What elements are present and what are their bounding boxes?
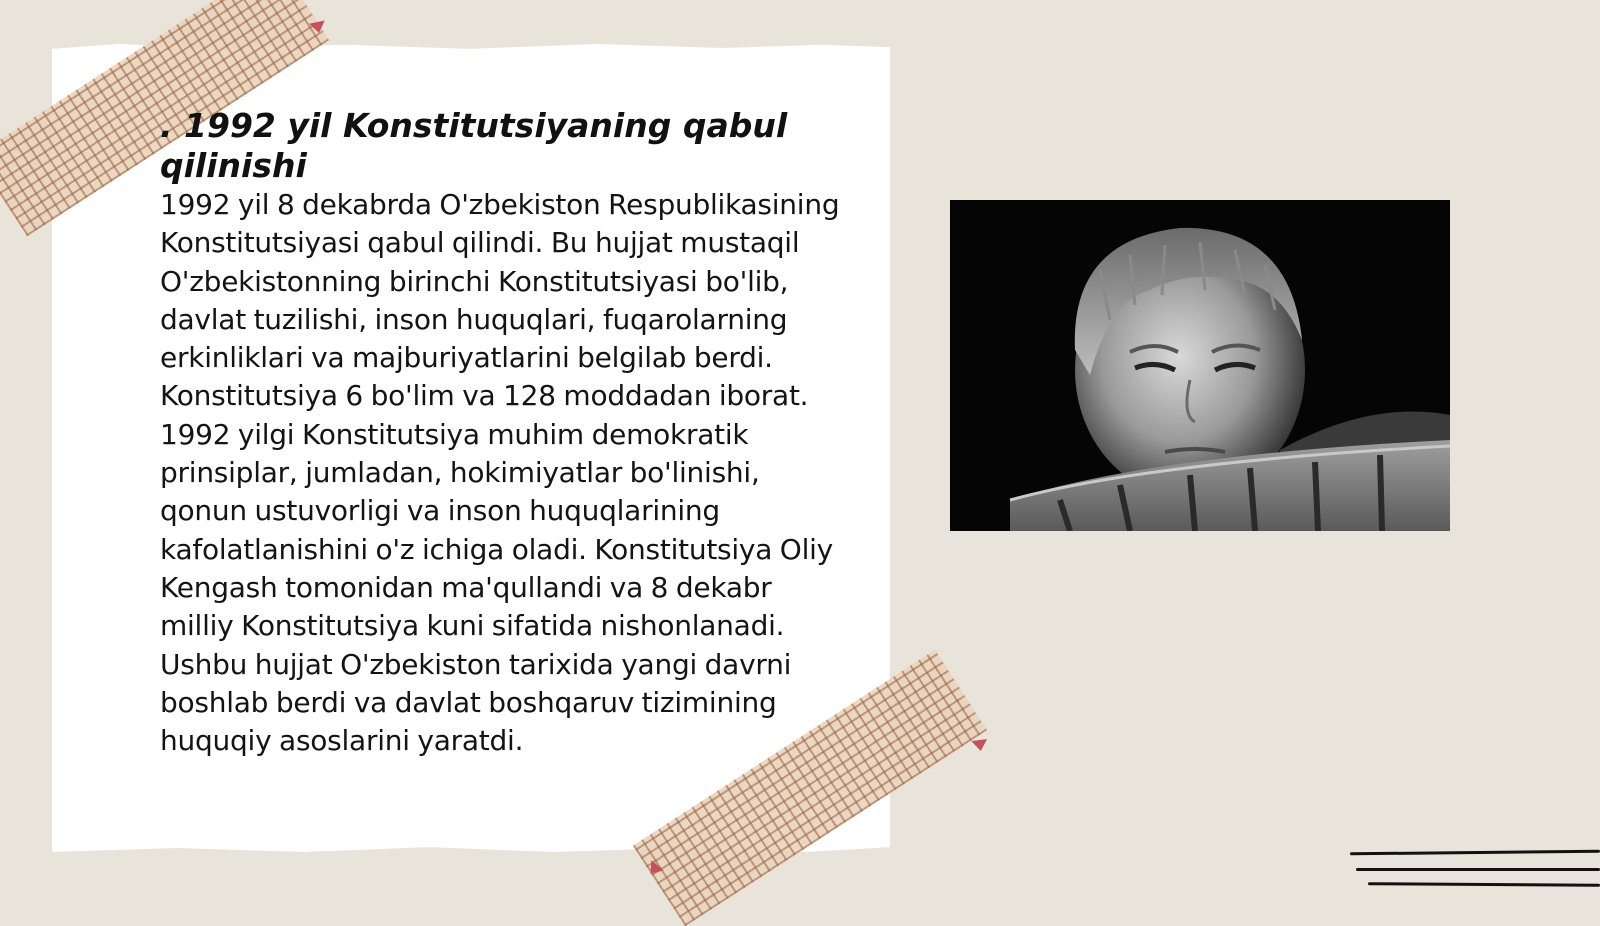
boy-photo[interactable] (950, 200, 1450, 531)
pen-stroke-1 (1350, 850, 1600, 856)
pen-stroke-2 (1356, 868, 1600, 871)
boy-photo-illustration (950, 200, 1450, 531)
tape-pin-bottom-right (971, 739, 988, 752)
slide-title[interactable]: . 1992 yil Konstitutsiyaning qabul qilinishi (160, 106, 788, 185)
pen-stroke-3 (1368, 882, 1600, 887)
slide-body-text[interactable]: 1992 yil 8 dekabrda O'zbekiston Respublikasining Konstitutsiyasi qabul qilindi. Bu hujjat mustaqil O'zbekistonning birinchi Konstitutsiyasi bo'lib, davlat tuzilishi, inson huquqlari, fuqarolarning erkinliklari va majburiyatlarini belgilab berdi. Konstitutsiya 6 bo'lim va 128 moddadan iborat. 1992 yilgi Konstitutsiya muhim demokratik prinsiplar, jumladan, hokimiyatlar bo'linishi, qonun ustuvorligi va inson huquqlarining kafolatlanishini o'z ichiga oladi. Konstitutsiya Oliy Kengash tomonidan ma'qullandi va 8 dekabr milliy Konstitutsiya kuni sifatida nishonlanadi. Ushbu hujjat O'zbekiston tarixida yangi davrni boshlab berdi va davlat boshqaruv tizimining huquqiy asoslarini yaratdi. (160, 188, 840, 758)
